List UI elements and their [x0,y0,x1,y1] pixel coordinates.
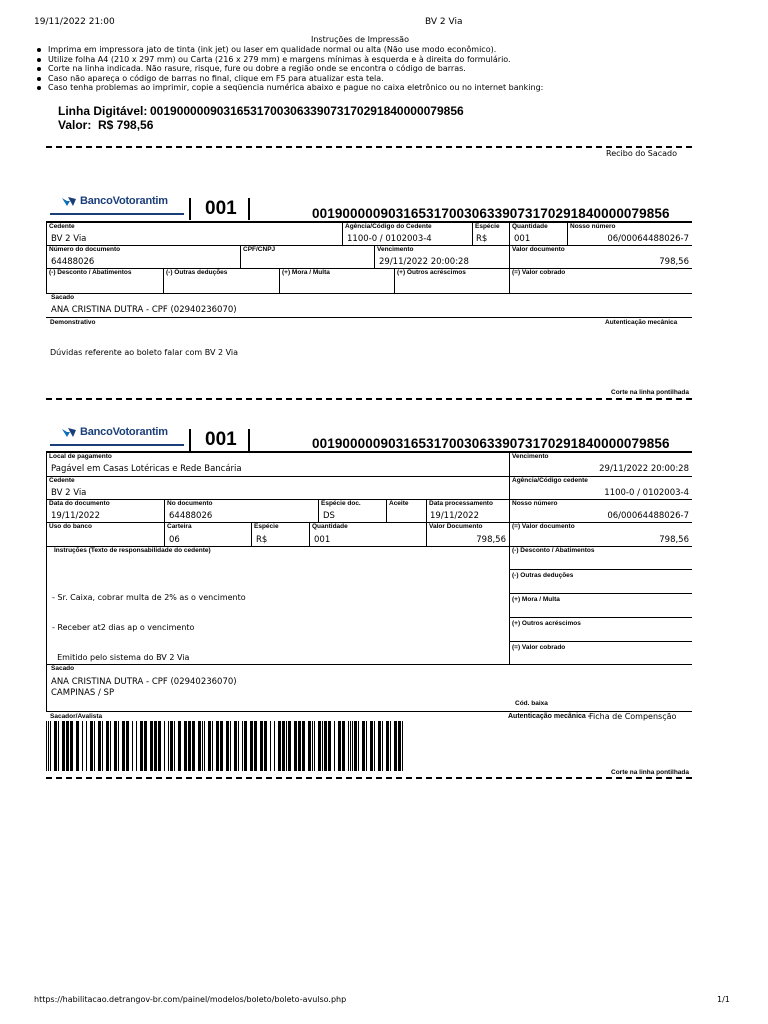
barcode-bar [158,721,161,771]
bank-logo-icon [62,426,80,438]
barcode-bar [178,721,181,771]
field-value: R$ [476,234,488,244]
barcode-bar [382,721,383,771]
field-mora [509,596,692,618]
digitable-line: 00190000090316531700306339073170291840000079856 [312,206,670,221]
barcode-bar [106,721,109,771]
barcode-bar [362,721,365,771]
field-label: (-) Desconto / Abatimentos [49,269,132,276]
field-desconto [46,269,163,293]
field-label: Nosso número [570,223,616,230]
barcode-bar [184,721,187,771]
field-label: (-) Desconto / Abatimentos [512,547,595,554]
field-especie-doc [318,500,386,522]
corte-label: Corte na linha pontilhada [611,769,690,776]
barcode-bar [204,721,205,771]
barcode-bar [66,721,69,771]
barcode-bar [298,721,301,771]
field-label: Cedente [49,477,75,484]
field-especie [472,223,509,245]
valor-value: R$ 798,56 [98,118,154,132]
field-value: 1100-0 / 0102003-4 [347,234,432,244]
field-label: Espécie doc. [321,500,361,507]
barcode-bar [98,721,101,771]
barcode-bar [352,721,353,771]
field-nosso-numero [509,500,692,522]
barcode-bar [394,721,397,771]
barcode-bar [110,721,111,771]
barcode-bar [226,721,229,771]
barcode-bar [366,721,367,771]
barcode-bar [302,721,305,771]
rule [509,641,692,642]
barcode-bar [308,721,311,771]
barcode-bar [398,721,401,771]
barcode-bar [188,721,191,771]
page-title: BV 2 Via [425,17,463,27]
instrucao-line: Emitido pelo sistema do BV 2 Via [52,653,190,662]
field-label: CPF/CNPJ [243,246,276,253]
bank-name: BancoVotorantim [80,426,168,438]
field-label: Vencimento [377,246,414,253]
field-label: Data processamento [429,500,493,507]
barcode-bar [50,721,51,771]
bank-name: BancoVotorantim [80,195,168,207]
field-label: Uso do banco [49,523,92,530]
field-aceite [386,500,426,522]
valor-label: Valor: [58,118,92,132]
field-label: Aceite [389,500,409,507]
field-cedente [46,223,342,245]
bank-logo-icon [62,195,80,207]
field-especie [251,523,309,546]
instruction-item: Imprima em impressora jato de tinta (ink jet) ou laser em qualidade normal ou alta (Não use modo econômico). [34,45,734,55]
barcode-bar [154,721,157,771]
instrucoes-box [46,547,509,665]
linha-digitavel-value: 00190000090316531700306339073170291840000079856 [150,104,464,118]
field-value: ANA CRISTINA DUTRA - CPF (02940236070) [51,677,237,687]
barcode-bar [328,721,331,771]
field-vencimento [509,453,692,476]
barcode-bar [46,721,47,771]
field-label: (+) Outros acréscimos [512,620,581,627]
barcode-bar [338,721,341,771]
cut-line [46,398,692,400]
autenticacao-label: Autenticação mecânica [605,319,678,326]
field-valor-documento-b [426,523,509,546]
barcode-bar [370,721,373,771]
field-value: 001 [514,234,531,244]
field-label: Número do documento [49,246,121,253]
field-label: Vencimento [512,453,549,460]
barcode-bar [94,721,95,771]
barcode-bar [286,721,287,771]
autenticacao-label: Autenticação mecânica - [508,713,591,720]
barcode-bar [260,721,263,771]
field-nosso-numero [567,223,692,245]
barcode-bar [90,721,93,771]
barcode-bar [312,721,313,771]
barcode-bar [62,721,65,771]
print-datetime: 19/11/2022 21:00 [34,17,115,27]
field-label: Sacado [51,665,75,672]
rule [46,317,692,318]
field-value: BV 2 Via [51,234,87,244]
field-agencia [509,477,692,499]
barcode-bar [314,721,315,771]
field-label: Espécie [475,223,500,230]
field-label: Agência/Código cedente [512,477,588,484]
field-value: BV 2 Via [51,488,87,498]
instructions-list [34,45,734,93]
field-outros-acrescimos [394,269,509,293]
field-label: Sacado [51,294,75,301]
field-label: (+) Mora / Multa [512,596,560,603]
field-local-pagamento [46,453,509,476]
barcode-bar [216,721,219,771]
field-carteira [164,523,251,546]
barcode-bar [114,721,117,771]
field-value: DS [323,511,335,521]
barcode-bar [278,721,281,771]
field-value: R$ [256,535,268,545]
barcode-bar [264,721,267,771]
field-value: 1100-0 / 0102003-4 [604,488,689,498]
rule [509,617,692,618]
rule [509,593,692,594]
field-label: (-) Outras deduções [166,269,228,276]
barcode-bar [86,721,87,771]
barcode-bar [70,721,73,771]
page-url: https://habilitacao.detrangov-br.com/painel/modelos/boleto/boleto-avulso.php [34,995,347,1004]
field-value: 06/00064488026-7 [607,511,689,521]
field-label: (-) Outras deduções [512,572,574,579]
cod-baixa-label: Cód. baixa [515,700,548,707]
field-label: Quantidade [512,223,548,230]
barcode-bar [374,721,375,771]
field-value: ANA CRISTINA DUTRA - CPF (02940236070) [51,305,237,315]
barcode-bar [242,721,243,771]
field-label: Instruções (Texto de responsabilidade do cedente) [54,547,211,554]
field-valor-documento [509,246,692,268]
field-label: Local de pagamento [49,453,112,460]
field-data-processamento [426,500,509,522]
bank-code: 001 [205,429,237,450]
instruction-item: Corte na linha indicada. Não rasure, risque, fure ou dobre a região onde se encontra o código de barras. [34,64,734,74]
barcode-bar [348,721,349,771]
barcode-bar [402,721,403,771]
field-label: Quantidade [312,523,348,530]
barcode-bar [254,721,257,771]
field-value: 798,56 [659,535,689,545]
barcode-bar [202,721,203,771]
barcode-bar [122,721,125,771]
field-label: Espécie [254,523,279,530]
field-value: 06 [169,535,180,545]
field-label: (=) Valor cobrado [512,269,566,276]
instructions-title: Instruções de Impressão [311,35,409,44]
field-value: 19/11/2022 [430,511,479,521]
barcode-bar [198,721,201,771]
cut-line [46,146,692,148]
field-value: 29/11/2022 20:00:28 [599,464,689,474]
barcode-bar [140,721,143,771]
barcode-bar [288,721,291,771]
field-label: Data do documento [49,500,110,507]
sacador-label: Sacador/Avalista [50,713,103,720]
rule [509,569,692,570]
barcode-bar [234,721,237,771]
field-agencia [342,223,472,245]
field-outras-deducoes [509,572,692,594]
barcode-bar [390,721,391,771]
barcode-bar [144,721,147,771]
field-num-documento [46,246,240,268]
field-value-city: CAMPINAS / SP [51,688,115,698]
barcode-bar [58,721,59,771]
linha-digitavel-label: Linha Digitável: [58,104,148,118]
barcode-bar [282,721,285,771]
barcode-bar [150,721,153,771]
bank-logo [62,426,168,438]
barcode-bar [238,721,239,771]
barcode-bar [250,721,253,771]
field-value: 64488026 [51,257,95,267]
field-value: 06/00064488026-7 [607,234,689,244]
instruction-item: Utilize folha A4 (210 x 297 mm) ou Carta (216 x 279 mm) e margens mínimas à esquerda e à direita do formulário. [34,55,734,65]
divider [189,198,191,220]
field-label: No documento [167,500,213,507]
field-outros-acrescimos [509,620,692,642]
instrucao-line: - Receber at2 dias ap o vencimento [52,623,195,632]
field-quantidade [309,523,426,546]
divider [248,198,250,220]
recibo-title: Recibo do Sacado [606,149,678,158]
divider [46,665,47,711]
barcode-bar [54,721,57,771]
field-label: (=) Valor documento [512,523,575,530]
field-outras-deducoes [163,269,279,293]
barcode-bar [350,721,351,771]
barcode-bar [82,721,83,771]
barcode-bar [126,721,129,771]
field-quantidade [509,223,567,245]
field-value: 798,56 [476,535,506,545]
field-label: (+) Outros acréscimos [397,269,466,276]
barcode-bar [192,721,195,771]
field-uso-banco [46,523,164,546]
field-cpf-cnpj [240,246,374,268]
barcode-bar [132,721,133,771]
barcode-bar [208,721,211,771]
barcode-bar [168,721,169,771]
field-value: Pagável em Casas Lotéricas e Rede Bancária [51,464,242,474]
barcode-bar [322,721,323,771]
barcode-bar [324,721,327,771]
barcode-bar [334,721,335,771]
field-label: Agência/Código do Cedente [345,223,432,230]
field-cedente [46,477,509,499]
bank-code: 001 [205,198,237,219]
barcode-bar [170,721,173,771]
field-label: Nosso número [512,500,558,507]
field-value: 001 [314,535,331,545]
field-data-documento [46,500,164,522]
demonstrativo-text: Dúvidas referente ao boleto falar com BV 2 Via [50,348,239,357]
field-valor-documento [509,523,692,546]
field-value: 29/11/2022 20:00:28 [379,257,469,267]
field-mora [279,269,394,293]
barcode-bar [358,721,359,771]
barcode-bar [220,721,223,771]
barcode-bar [244,721,247,771]
field-vencimento [374,246,509,268]
cut-line [46,777,692,779]
field-desconto [509,547,692,569]
field-no-documento [164,500,318,522]
barcode-bar [174,721,175,771]
barcode-bar [102,721,103,771]
barcode-bar [164,721,165,771]
barcode-bar [294,721,297,771]
field-valor-cobrado [509,644,692,665]
field-sacado [46,665,692,711]
logo-underline [50,444,184,446]
barcode-bar [230,721,231,771]
field-label: Valor Documento [429,523,483,530]
barcode-bar [118,721,119,771]
barcode-bar [270,721,271,771]
instruction-item: Caso tenha problemas ao imprimir, copie a seqüencia numérica abaixo e pague no caixa eletrônico ou no internet banking: [34,83,734,93]
barcode-bar [212,721,213,771]
barcode-bar [48,721,49,771]
field-label: Valor documento [512,246,565,253]
logo-underline [50,213,184,215]
digitable-line: 00190000090316531700306339073170291840000079856 [312,436,670,451]
instruction-item: Caso não apareça o código de barras no final, clique em F5 para atualizar esta tela. [34,74,734,84]
demonstrativo-label: Demonstrativo [50,319,96,326]
barcode-bar [354,721,357,771]
barcode-bar [76,721,79,771]
field-sacado [46,294,692,318]
barcode-bar [378,721,381,771]
barcode-bar [274,721,275,771]
bank-logo [62,195,168,207]
barcode-bar [318,721,321,771]
ficha-title: Ficha de Compensção [589,712,677,721]
field-valor-cobrado [509,269,692,293]
divider [189,429,191,451]
divider [248,429,250,451]
field-label: (=) Valor cobrado [512,644,566,651]
field-label: Cedente [49,223,75,230]
instrucao-line: - Sr. Caixa, cobrar multa de 2% as o vencimento [52,593,246,602]
field-value: 19/11/2022 [51,511,100,521]
field-label: (+) Mora / Multa [282,269,330,276]
barcode [46,721,406,771]
field-value: 798,56 [659,257,689,267]
barcode-bar [136,721,137,771]
field-label: Carteira [167,523,192,530]
page-count: 1/1 [717,995,730,1004]
field-value: 64488026 [169,511,213,521]
corte-label: Corte na linha pontilhada [611,389,690,396]
barcode-bar [386,721,389,771]
barcode-bar [342,721,345,771]
